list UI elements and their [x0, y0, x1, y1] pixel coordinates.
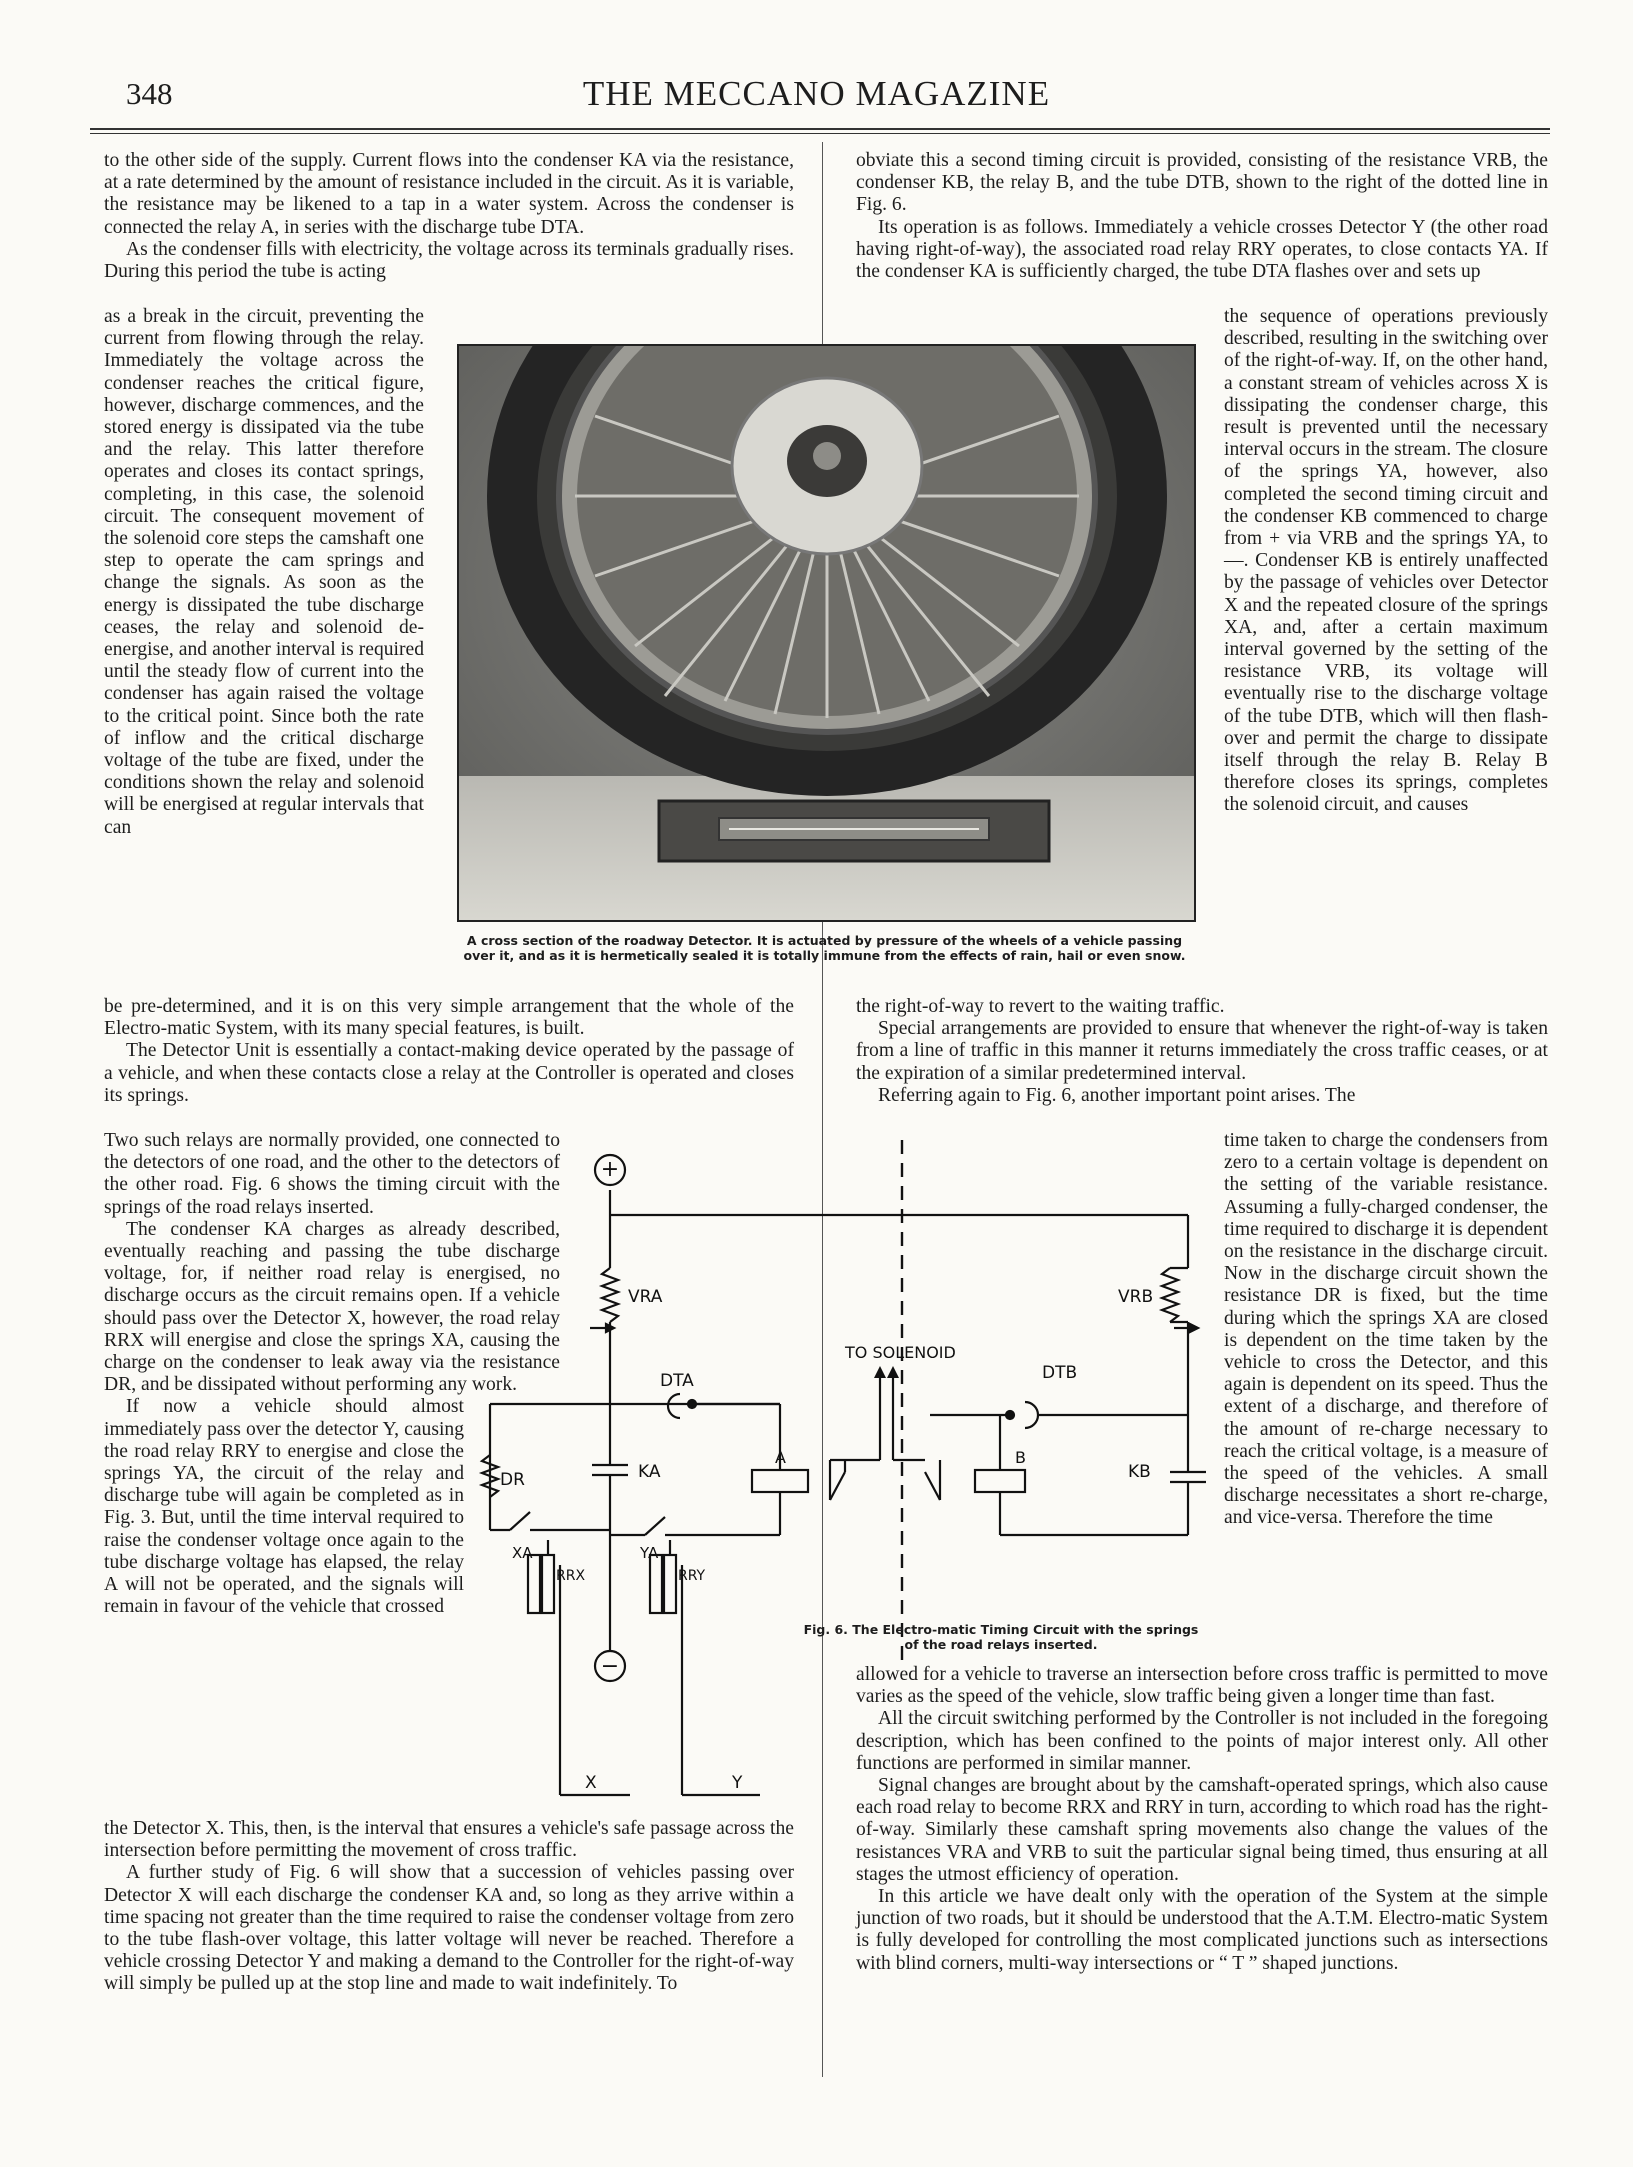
y-label: Y	[732, 1773, 743, 1793]
paragraph: the right-of-way to revert to the waiting traffic.	[856, 996, 1225, 1017]
relay-a-label: A	[775, 1448, 786, 1467]
timing-circuit-diagram	[470, 1140, 1210, 1820]
paragraph: All the circuit switching performed by the Controller is not included in the foregoing description, which has been confined to the points of major interest only. All other functions are performed in similar manner.	[856, 1708, 1548, 1774]
vra-resistor	[602, 1268, 618, 1322]
paragraph: to the other side of the supply. Current flows into the condenser KA via the resistance, at a rate determined by the amount of resistance included in the circuit. As it is variable, the resistance may be likened to a tap in a water system. Across the condenser is connected the relay A, in series with the discharge tube DTA.	[104, 150, 794, 238]
paragraph: obviate this a second timing circuit is provided, consisting of the resistance VRB, the condenser KB, the relay B, and the tube DTB, shown to the right of the dotted line in Fig. 6.	[856, 150, 1548, 216]
paragraph: The condenser KA charges as already described, eventually reaching and passing the tube discharge voltage, for, if neither road relay is energised, no discharge occurs as the circuit remains open. If a vehicle should pass over the Detector X, however, the road relay RRX will energise and close the springs XA, causing the charge on the condenser to leak away via the resistance DR, and be dissipated without performing any work.	[104, 1218, 560, 1396]
rry-label: RRY	[678, 1568, 706, 1584]
right-column-top	[856, 150, 1548, 283]
xa-springs	[510, 1512, 530, 1530]
paragraph: the Detector X. This, then, is the interval that ensures a vehicle's safe passage across the intersection before permitting the movement of cross traffic.	[104, 1818, 794, 1862]
right-column-narrow2	[1224, 1130, 1548, 1530]
ka-label: KA	[638, 1462, 661, 1482]
vrb-resistor	[1162, 1268, 1178, 1322]
vrb-label: VRB	[1118, 1287, 1154, 1307]
paragraph: In this article we have dealt only with the operation of the System at the simple junction of two roads, but it should be understood that the A.T.M. Electro-matic System is fully developed for controlling the most complicated junctions such as intersections with blind corners, multi-way intersections or “ T ” shaped junctions.	[856, 1886, 1548, 1974]
photo-caption: A cross section of the roadway Detector. It is actuated by pressure of the wheels of a vehicle passing over it, and as it is hermetically sealed it is totally immune from the effects of rain, hail or even snow.	[463, 933, 1186, 963]
magazine-title: THE MECCANO MAGAZINE	[582, 74, 1051, 113]
paragraph: as a break in the circuit, preventing the current from flowing through the relay. Immediately the voltage across the condenser reaches the critical figure, however, discharge commences, and the stored energy is dissipated via the tube and the relay. This latter therefore operates and closes its contact springs, completing, in this case, the solenoid circuit. The consequent movement of the solenoid core steps the camshaft one step to operate the cam springs and change the signals. As soon as the energy is dissipated the tube discharge ceases, the relay and solenoid de-energise, and another interval is required until the steady flow of current into the condenser has again raised the voltage to the critical point. Since both the rate of inflow and the critical discharge voltage of the tube are fixed, under the conditions shown the relay and solenoid will be energised at regular intervals that can	[104, 306, 424, 838]
ya-label: YA	[640, 1544, 659, 1562]
rrx-relay	[528, 1555, 540, 1613]
right-column-narrow	[1224, 306, 1548, 817]
paragraph: be pre-determined, and it is on this very simple arrangement that the whole of the Electro-matic System, with its many special features, is built.	[104, 996, 794, 1040]
left-column-middle	[104, 996, 794, 1107]
x-label: X	[585, 1773, 597, 1793]
positive-label: +	[600, 1157, 620, 1182]
dtb-tube	[1025, 1402, 1038, 1428]
negative-label: −	[600, 1654, 620, 1679]
paragraph: Signal changes are brought about by the camshaft-operated springs, which also cause each road relay to become RRX and RRY in turn, according to which road has the right-of-way. Similarly these camshaft spring movements also change the values of the resistances VRA and VRB to suit the particular signal being timed, thus ensuring at all stages the utmost efficiency of operation.	[856, 1775, 1548, 1885]
paragraph: allowed for a vehicle to traverse an intersection before cross traffic is permitted to move varies as the speed of the vehicle, slow traffic being given a longer time than fast.	[856, 1664, 1548, 1708]
paragraph: the sequence of operations previously described, resulting in the switching over of the right-of-way. If, on the other hand, a constant stream of vehicles across X is dissipating the condenser charge, this result is prevented until the necessary interval occurs in the stream. The closure of the springs YA, however, also completed the second timing circuit and the condenser KB commenced to charge from + via VRB and the springs YA, to —. Condenser KB is entirely unaffected by the passage of vehicles over Detector X and the repeated closure of the springs XA, and, after a certain maximum interval governed by the setting of the resistance VRB, its voltage will eventually rise to the discharge voltage of the tube DTB, which will then flash-over and permit the charge to dissipate itself through the relay B. Relay B therefore closes its springs, completes the solenoid circuit, and causes	[1224, 306, 1548, 816]
paragraph: Referring again to Fig. 6, another important point arises. The	[878, 1084, 1356, 1106]
relay-b	[975, 1470, 1025, 1492]
right-column-middle	[856, 996, 1548, 1107]
dr-label: DR	[500, 1470, 525, 1490]
solenoid-label: TO SOLENOID	[845, 1343, 956, 1362]
paragraph: As the condenser fills with electricity, the voltage across its terminals gradually rises. During this period the tube is acting	[104, 238, 794, 283]
kb-label: KB	[1128, 1462, 1151, 1482]
paragraph: Its operation is as follows. Immediately a vehicle crosses Detector Y (the other road having right-of-way), the associated road relay RRY operates, to close contacts YA. If the condenser KA is sufficiently charged, the tube DTA flashes over and sets up	[856, 216, 1548, 283]
dtb-label: DTB	[1042, 1363, 1078, 1383]
left-column-narrow	[104, 306, 424, 839]
detector-photo	[457, 344, 1196, 922]
rrx-label: RRX	[556, 1568, 586, 1584]
xa-label: XA	[512, 1544, 533, 1562]
relay-b-label: B	[1015, 1448, 1026, 1467]
left-column-bottom	[104, 1818, 794, 1996]
header-rule-thin	[90, 133, 1550, 134]
rry-relay	[650, 1555, 662, 1613]
figure-caption: Fig. 6. The Electro-matic Timing Circuit with the springs of the road relays inserted.	[803, 1622, 1199, 1652]
paragraph: Two such relays are normally provided, one connected to the detectors of one road, and the other to the detectors of the other road. Fig. 6 shows the timing circuit with the springs of the road relays inserted.	[104, 1130, 560, 1218]
dta-tube	[668, 1394, 680, 1418]
page-number: 348	[126, 76, 173, 111]
paragraph: If now a vehicle should almost immediately pass over the detector Y, causing the road relay RRY to energise and close the springs YA, the circuit of the relay and discharge tube will again be completed as in Fig. 3. But, until the time interval required to raise the condenser voltage once again to the tube discharge voltage has elapsed, the relay A will not be operated, and the signals will remain in favour of the vehicle that crossed	[104, 1396, 464, 1618]
paragraph: A further study of Fig. 6 will show that a succession of vehicles passing over Detector X will each discharge the condenser KA and, so long as they arrive within a time spacing not greater than the time required to raise the condenser voltage from zero to the tube flash-over voltage, this latter voltage will never be reached. Therefore a vehicle crossing Detector Y and making a demand to the Controller for the right-of-way will simply be pulled up at the stop line and made to wait indefinitely. To	[104, 1862, 794, 1995]
dta-label: DTA	[660, 1371, 694, 1391]
paragraph: Special arrangements are provided to ensure that whenever the right-of-way is taken from a line of traffic in this manner it returns immediately the cross traffic ceases, or at the expiration of a similar predetermined interval.	[856, 1018, 1548, 1084]
header-rule	[90, 128, 1550, 130]
vra-label: VRA	[628, 1287, 663, 1307]
relay-a	[752, 1470, 808, 1492]
paragraph: time taken to charge the condensers from zero to a certain voltage is dependent on the setting of the variable resistance. Assuming a fully-charged condenser, the time required to discharge it is dependent on the resistance in the discharge circuit. Now in the discharge circuit shown the resistance DR is fixed, but the time during which the springs XA are closed is dependent on the time taken by the vehicle to cross the Detector, and this again is dependent on its speed. Thus the extent of a discharge, and therefore of the amount of re-charge necessary to reach the critical voltage, is a measure of the speed of the vehicles. A small discharge necessitates a short re-charge, and vice-versa. Therefore the time	[1224, 1130, 1548, 1529]
ya-springs	[645, 1517, 665, 1535]
left-column-top	[104, 150, 794, 283]
paragraph: The Detector Unit is essentially a contact-making device operated by the passage of a vehicle, and when these contacts close a relay at the Controller is operated and closes its springs.	[104, 1040, 794, 1106]
wheel-photo-illustration	[459, 346, 1194, 920]
